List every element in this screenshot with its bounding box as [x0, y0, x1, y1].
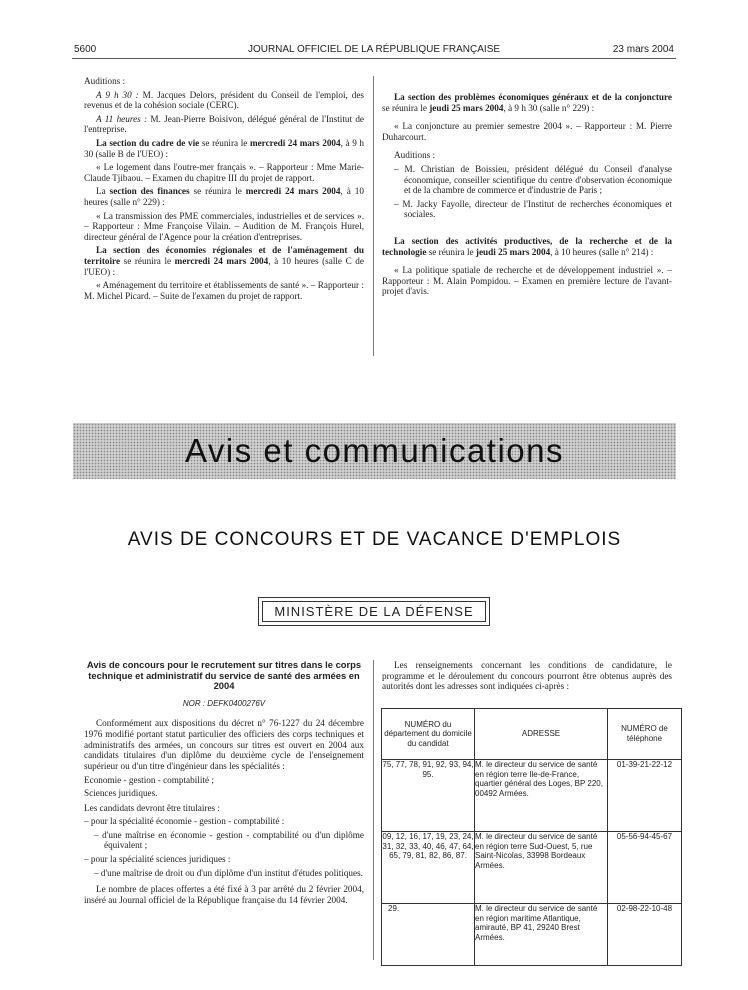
notice-right-column [382, 660, 672, 695]
paragraph [382, 236, 672, 257]
section-name: La section des problèmes économiques généraux et de la conjoncture [394, 92, 672, 102]
paragraph [84, 90, 364, 111]
paragraph: « Le logement dans l'outre-mer français ». – Rapporteur : Mme Marie-Claude Tjibaou. – Examen du chapitre III du projet de rapport. [84, 162, 364, 183]
notice-title: Avis de concours pour le recrutement sur titres dans le corps technique et administratif du service de santé des armées en 2004 [86, 659, 362, 692]
paragraph [382, 92, 672, 113]
speciality: Economie - gestion - comptabilité ; [84, 775, 214, 786]
meeting-date: jeudi 25 mars 2004 [429, 102, 504, 113]
list-item: – d'une maîtrise en économie - gestion - comptabilité ou d'un diplôme équivalent ; [94, 829, 364, 851]
paragraph: « Aménagement du territoire et établissements de santé ». – Rapporteur : M. Michel Picard. – Suite de l'examen du projet de rapport. [84, 280, 364, 301]
paragraph: Les renseignements concernant les conditions de candidature, le programme et le déroulement du concours pourront être obtenus auprès des autorités dont les adresses sont indiquées ci-après : [382, 660, 672, 692]
left-column [84, 76, 364, 304]
cell-department: 75, 77, 78, 91, 92, 93, 94, 95. [382, 760, 475, 832]
list-item: – M. Jacky Fayolle, directeur de l'Institut de recherches économiques et sociales. [394, 198, 672, 220]
right-column [382, 92, 672, 300]
paragraph: Le nombre de places offertes a été fixé à 3 par arrêté du 2 février 2004, inséré au Journal officiel de la République française du 14 février 2004. [84, 884, 364, 905]
list-item: – pour la spécialité sciences juridiques : [84, 853, 231, 864]
meeting-date: jeudi 25 mars 2004 [475, 246, 551, 257]
cell-phone: 05-56-94-45-67 [608, 832, 682, 904]
auditions-label: Auditions : [84, 76, 126, 86]
header-phone: NUMÉRO de téléphone [608, 709, 682, 760]
table-row [382, 760, 682, 832]
text: , à 10 heures (salle C de l'UEO) : [84, 255, 364, 277]
time: A 9 h 30 : [96, 89, 139, 100]
paragraph [84, 114, 364, 135]
text: se réunira le [426, 246, 476, 257]
text: , à 9 h 30 (salle B de l'UEO) : [84, 137, 365, 159]
section-title: AVIS DE CONCOURS ET DE VACANCE D'EMPLOIS [127, 529, 622, 550]
paragraph: Conformément aux dispositions du décret n° 76-1227 du 24 décembre 1976 modifié portant statut particulier des officiers des corps techniques et administratifs des armées, un concours sur titres est ouvert en 2004 aux candidats titulaires d'un diplôme du deuxième cycle de l'enseignement supérieur ou d'un titre d'ingénieur dans les spécialités : [84, 718, 364, 771]
list-item: – d'une maîtrise de droit ou d'un diplôme d'un institut d'études politiques. [94, 867, 363, 878]
section-name: La section du cadre de vie [96, 137, 200, 148]
cell-address: M. le directeur du service de santé en région maritime Atlantique, amirauté, BP 41, 29240 Brest Armées. [475, 904, 608, 966]
cell-department: 29. [382, 904, 475, 966]
section-name: La section des économies régionales et de l'aménagement du territoire [84, 245, 364, 266]
list-item: – pour la spécialité économie - gestion - comptabilité : [84, 816, 285, 827]
paragraph [84, 138, 364, 159]
header-rule [72, 58, 676, 59]
section-name: La section des activités productives, de la recherche et de la technologie [382, 235, 672, 257]
section-name: section des finances [109, 186, 190, 197]
paragraph: « La politique spatiale de recherche et de développement industriel ». – Rapporteur : M. Alain Pompidou. – Examen en première lecture de l'avant-projet d'avis. [382, 265, 672, 297]
paragraph [84, 245, 364, 277]
text: La [96, 186, 110, 197]
text: se réunira le [382, 102, 430, 113]
speciality: Sciences juridiques. [84, 787, 158, 798]
text: , à 9 h 30 (salle n° 229) : [503, 102, 595, 113]
table-row [382, 904, 682, 966]
column-divider [373, 660, 374, 960]
notice-column [84, 660, 364, 908]
cell-address: M. le directeur du service de santé en région terre Ile-de-France, quartier général des Loges, BP 220, 00492 Armées. [475, 760, 608, 832]
column-divider [373, 76, 374, 356]
page-date: 23 mars 2004 [612, 44, 674, 55]
nor-reference [84, 699, 364, 710]
table-header-row [382, 709, 682, 760]
ministry-box [258, 597, 490, 626]
contacts-table [381, 708, 682, 966]
paragraph [84, 186, 364, 207]
text: se réunira le [120, 255, 175, 266]
contacts-table-wrapper [381, 708, 682, 966]
cell-phone: 02-98-22-10-48 [608, 904, 682, 966]
paragraph: « La conjoncture au premier semestre 2004 ». – Rapporteur : M. Pierre Duharcourt. [382, 121, 672, 142]
list-item: – M. Christian de Boissieu, président délégué du Conseil d'analyse économique, conseiller scientifique du centre d'observation économique et de la chambre de commerce et d'industrie de Paris ; [394, 163, 672, 196]
meeting-date: mercredi 24 mars 2004 [249, 137, 341, 148]
paragraph: « La transmission des PME commerciales, industrielles et de services ». – Rapporteur : Mme Françoise Vilain. – Audition de M. François Hurel, directeur général de l'Agence pour la création d'entreprises. [84, 210, 364, 242]
text: , à 10 heures (salle n° 229) : [84, 186, 364, 207]
text: M. Jacques Delors, président du Conseil de l'emploi, des revenus et de la cohésion sociale (CERC). [84, 89, 364, 111]
ministry-label: MINISTÈRE DE LA DÉFENSE [262, 601, 486, 622]
banner-title: Avis et communications [184, 432, 565, 469]
time: A 11 heures : [96, 113, 148, 124]
text: se réunira le [199, 137, 250, 148]
text: , à 10 heures (salle n° 214) : [550, 246, 654, 257]
auditions-label: Auditions : [394, 150, 436, 161]
header-address: ADRESSE [475, 709, 608, 760]
meeting-date: mercredi 24 mars 2004 [174, 255, 269, 266]
page-number: 5600 [74, 44, 97, 55]
nor-text: NOR : DEFK0400276V [182, 698, 266, 708]
text: M. Jean-Pierre Boisivon, délégué général de l'Institut de l'entreprise. [84, 113, 365, 135]
paragraph: Les candidats devront être titulaires : [84, 802, 220, 813]
meeting-date: mercredi 24 mars 2004 [245, 186, 341, 197]
journal-title: JOURNAL OFFICIEL DE LA RÉPUBLIQUE FRANÇAISE [247, 44, 501, 55]
cell-department: 09, 12, 16, 17, 19, 23, 24, 31, 32, 33, 40, 46, 47, 64, 65, 79, 81, 82, 86, 87. [382, 832, 475, 904]
text: se réunira le [189, 186, 246, 197]
cell-address: M. le directeur du service de santé en région terre Sud-Ouest, 5, rue Saint-Nicolas, 33998 Bordeaux Armées. [475, 832, 608, 904]
cell-phone: 01-39-21-22-12 [608, 760, 682, 832]
header-department: NUMÉRO du département du domicile du candidat [382, 709, 475, 760]
table-row [382, 832, 682, 904]
